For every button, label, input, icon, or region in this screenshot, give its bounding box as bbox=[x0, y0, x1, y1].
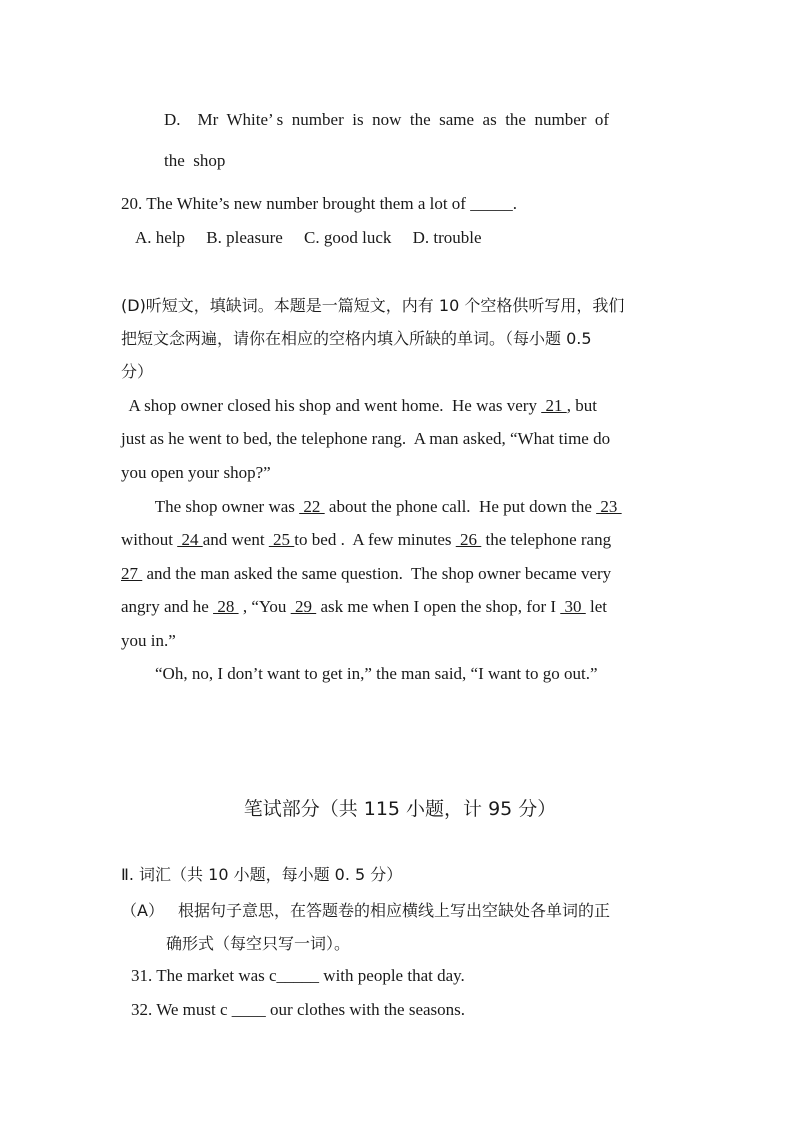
passage-text: The shop owner was bbox=[121, 497, 300, 516]
blank-30: 30 bbox=[560, 597, 586, 616]
section-d-instruction-line1: (D)听短文，填缺词。本题是一篇短文，内有 10 个空格供听写用，我们 bbox=[121, 296, 625, 315]
passage-text: about the phone call. He put down the bbox=[324, 497, 597, 516]
blank-21: 21 bbox=[541, 396, 567, 415]
q19-option-d-line2: the shop bbox=[164, 151, 226, 170]
passage-p1-line1 bbox=[121, 395, 597, 417]
passage-p2-line4 bbox=[121, 596, 607, 618]
blank-29: 29 bbox=[290, 597, 317, 616]
blank-23: 23 bbox=[596, 497, 622, 516]
passage-p2-line1 bbox=[121, 496, 622, 518]
passage-text: the telephone rang bbox=[481, 530, 612, 549]
passage-text: and went bbox=[202, 530, 269, 549]
q20-options: A. help B. pleasure C. good luck D. trouble bbox=[135, 228, 482, 247]
passage-text: let bbox=[585, 597, 608, 616]
blank-22: 22 bbox=[299, 497, 325, 516]
passage-text: and the man asked the same question. The shop owner became very bbox=[142, 564, 612, 583]
passage-text: ask me when I open the shop, for I bbox=[316, 597, 561, 616]
written-section-heading: 笔试部分（共 115 小题，计 95 分） bbox=[243, 798, 557, 820]
blank-28: 28 bbox=[213, 597, 239, 616]
q19-option-d-line1: D. Mr White’ s number is now the same as the number of bbox=[164, 110, 610, 129]
passage-p1-line3: you open your shop?” bbox=[121, 463, 271, 482]
passage-text: angry and he bbox=[121, 597, 214, 616]
blank-25: 25 bbox=[268, 530, 295, 549]
blank-24: 24 bbox=[177, 530, 203, 549]
blank-26: 26 bbox=[455, 530, 482, 549]
part-a-instruction-line2: 确形式（每空只写一词）。 bbox=[166, 934, 351, 953]
vocabulary-section-title: Ⅱ. 词汇（共 10 小题，每小题 0. 5 分） bbox=[121, 865, 403, 884]
q20-stem: 20. The White’s new number brought them a lot of _____. bbox=[121, 194, 517, 213]
blank-27: 27 bbox=[121, 564, 143, 583]
section-d-instruction-line2: 把短文念两遍，请你在相应的空格内填入所缺的单词。（每小题 0.5 bbox=[121, 329, 592, 348]
passage-p2-line5: you in.” bbox=[121, 631, 176, 650]
passage-p3: “Oh, no, I don’t want to get in,” the man said, “I want to go out.” bbox=[121, 664, 598, 683]
passage-p2-line2 bbox=[121, 529, 611, 551]
passage-text: , but bbox=[566, 396, 597, 415]
passage-text: A shop owner closed his shop and went home. He was very bbox=[121, 396, 542, 415]
question-31: 31. The market was c_____ with people that day. bbox=[131, 966, 465, 985]
passage-text: to bed . A few minutes bbox=[294, 530, 456, 549]
part-a-label: （A） bbox=[121, 901, 164, 920]
passage-p1-line2: just as he went to bed, the telephone rang. A man asked, “What time do bbox=[121, 429, 611, 448]
passage-text: , “You bbox=[238, 597, 291, 616]
passage-p2-line3 bbox=[121, 563, 611, 585]
part-a-instruction-line1: 根据句子意思，在答题卷的相应横线上写出空缺处各单词的正 bbox=[178, 901, 611, 920]
passage-text: without bbox=[121, 530, 178, 549]
question-32: 32. We must c ____ our clothes with the seasons. bbox=[131, 1000, 466, 1019]
section-d-instruction-line3: 分） bbox=[121, 362, 154, 381]
